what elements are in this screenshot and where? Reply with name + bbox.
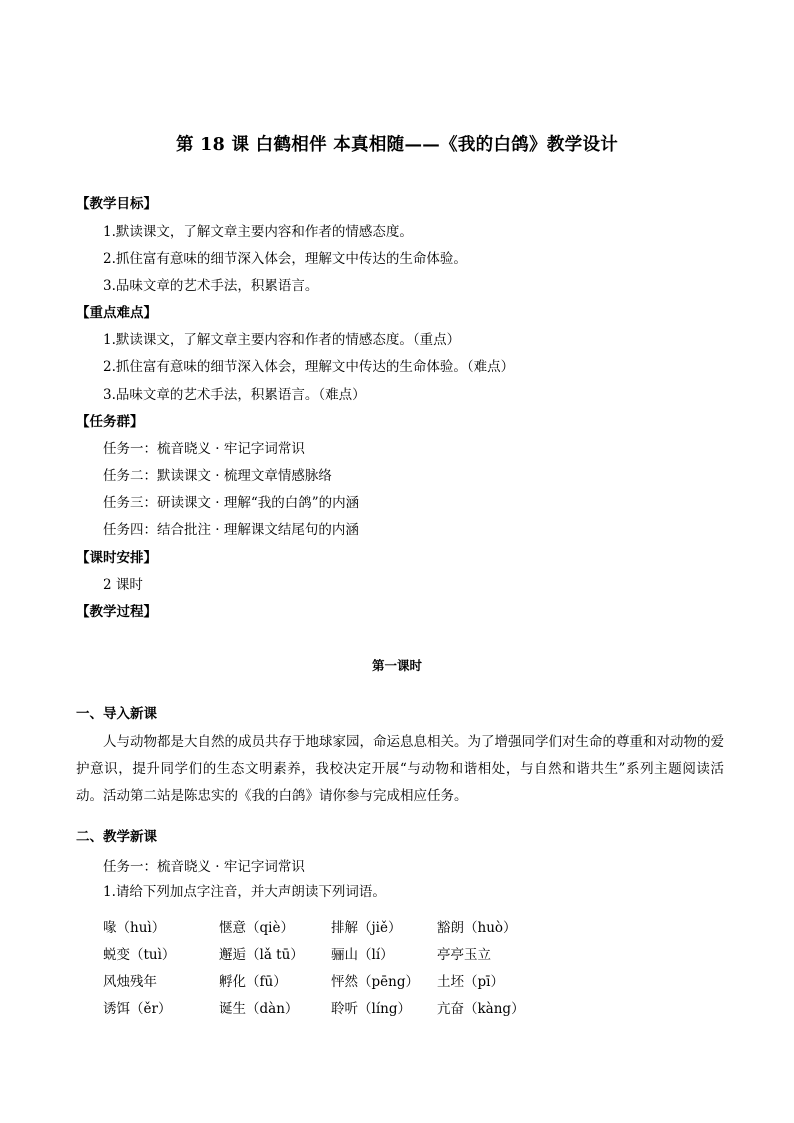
objectives-heading: 【教学目标】 [76, 196, 157, 212]
vocab-item: 孵化（fū） [219, 973, 287, 990]
task-item: 任务四：结合批注 · 理解课文结尾句的内涵 [103, 522, 359, 538]
vocab-item: 排解（jiě） [331, 919, 402, 936]
key-points-heading: 【重点难点】 [76, 305, 157, 321]
vocab-item: 邂逅（lǎ tū） [219, 946, 304, 963]
vocab-item: 土坯（pī） [437, 973, 504, 990]
vocab-item: 豁朗（huò） [437, 919, 517, 936]
intro-paragraph: 人与动物都是大自然的成员共存于地球家园，命运息息相关。为了增强同学们对生命的尊重和对动物的爱护意识，提升同学们的生态文明素养，我校决定开展“与动物和谐相处，与自然和谐共生”系列主题阅读活动。活动第二站是陈忠实的《我的白鸽》请你参与完成相应任务。 [76, 734, 724, 804]
task1-heading: 任务一：梳音晓义 · 牢记字词常识 [103, 859, 305, 875]
process-heading: 【教学过程】 [76, 604, 157, 620]
vocab-item: 亭亭玉立 [437, 946, 491, 963]
objective-item: 1.默读课文，了解文章主要内容和作者的情感态度。 [103, 224, 413, 240]
key-point-item: 3.品味文章的艺术手法，积累语言。（难点） [103, 387, 366, 403]
key-point-item: 2.抓住富有意味的细节深入体会，理解文中传达的生命体验。（难点） [103, 359, 515, 375]
vocab-item: 诱饵（ěr） [103, 1000, 172, 1017]
vocab-row [103, 993, 543, 1020]
document-title: 第 18 课 白鹤相伴 本真相随——《我的白鸽》教学设计 [175, 135, 619, 155]
vocab-item: 骊山（lí） [331, 946, 394, 963]
vocab-table [103, 912, 543, 1020]
schedule-heading: 【课时安排】 [76, 550, 157, 566]
vocab-item: 诞生（dàn） [219, 1000, 299, 1017]
task-item: 任务二：默读课文 · 梳理文章情感脉络 [103, 468, 332, 484]
section2-heading: 二、教学新课 [76, 829, 157, 845]
tasks-heading: 【任务群】 [76, 414, 144, 430]
vocab-item: 蜕变（tuì） [103, 946, 176, 963]
vocab-row [103, 966, 543, 993]
vocab-row [103, 912, 543, 939]
objective-item: 3.品味文章的艺术手法，积累语言。 [103, 278, 319, 294]
objective-item: 2.抓住富有意味的细节深入体会，理解文中传达的生命体验。 [103, 251, 467, 267]
section1-heading: 一、导入新课 [76, 706, 157, 722]
vocab-item: 亢奋（kàng） [437, 1000, 525, 1017]
vocab-row [103, 939, 543, 966]
task-item: 任务三：研读课文 · 理解“我的白鸽”的内涵 [103, 495, 360, 511]
vocab-item: 怦然（pēng） [331, 973, 419, 990]
schedule-value: 2 课时 [103, 577, 143, 593]
vocab-item: 喙（huì） [103, 919, 166, 936]
task-item: 任务一：梳音晓义 · 牢记字词常识 [103, 441, 305, 457]
lesson1-title: 第一课时 [371, 658, 422, 673]
vocab-item: 风烛残年 [103, 973, 157, 990]
key-point-item: 1.默读课文，了解文章主要内容和作者的情感态度。（重点） [103, 332, 461, 348]
vocab-item: 聆听（líng） [331, 1000, 411, 1017]
instruction-text: 1.请给下列加点字注音，并大声朗读下列词语。 [103, 884, 386, 900]
vocab-item: 惬意（qiè） [219, 919, 294, 936]
